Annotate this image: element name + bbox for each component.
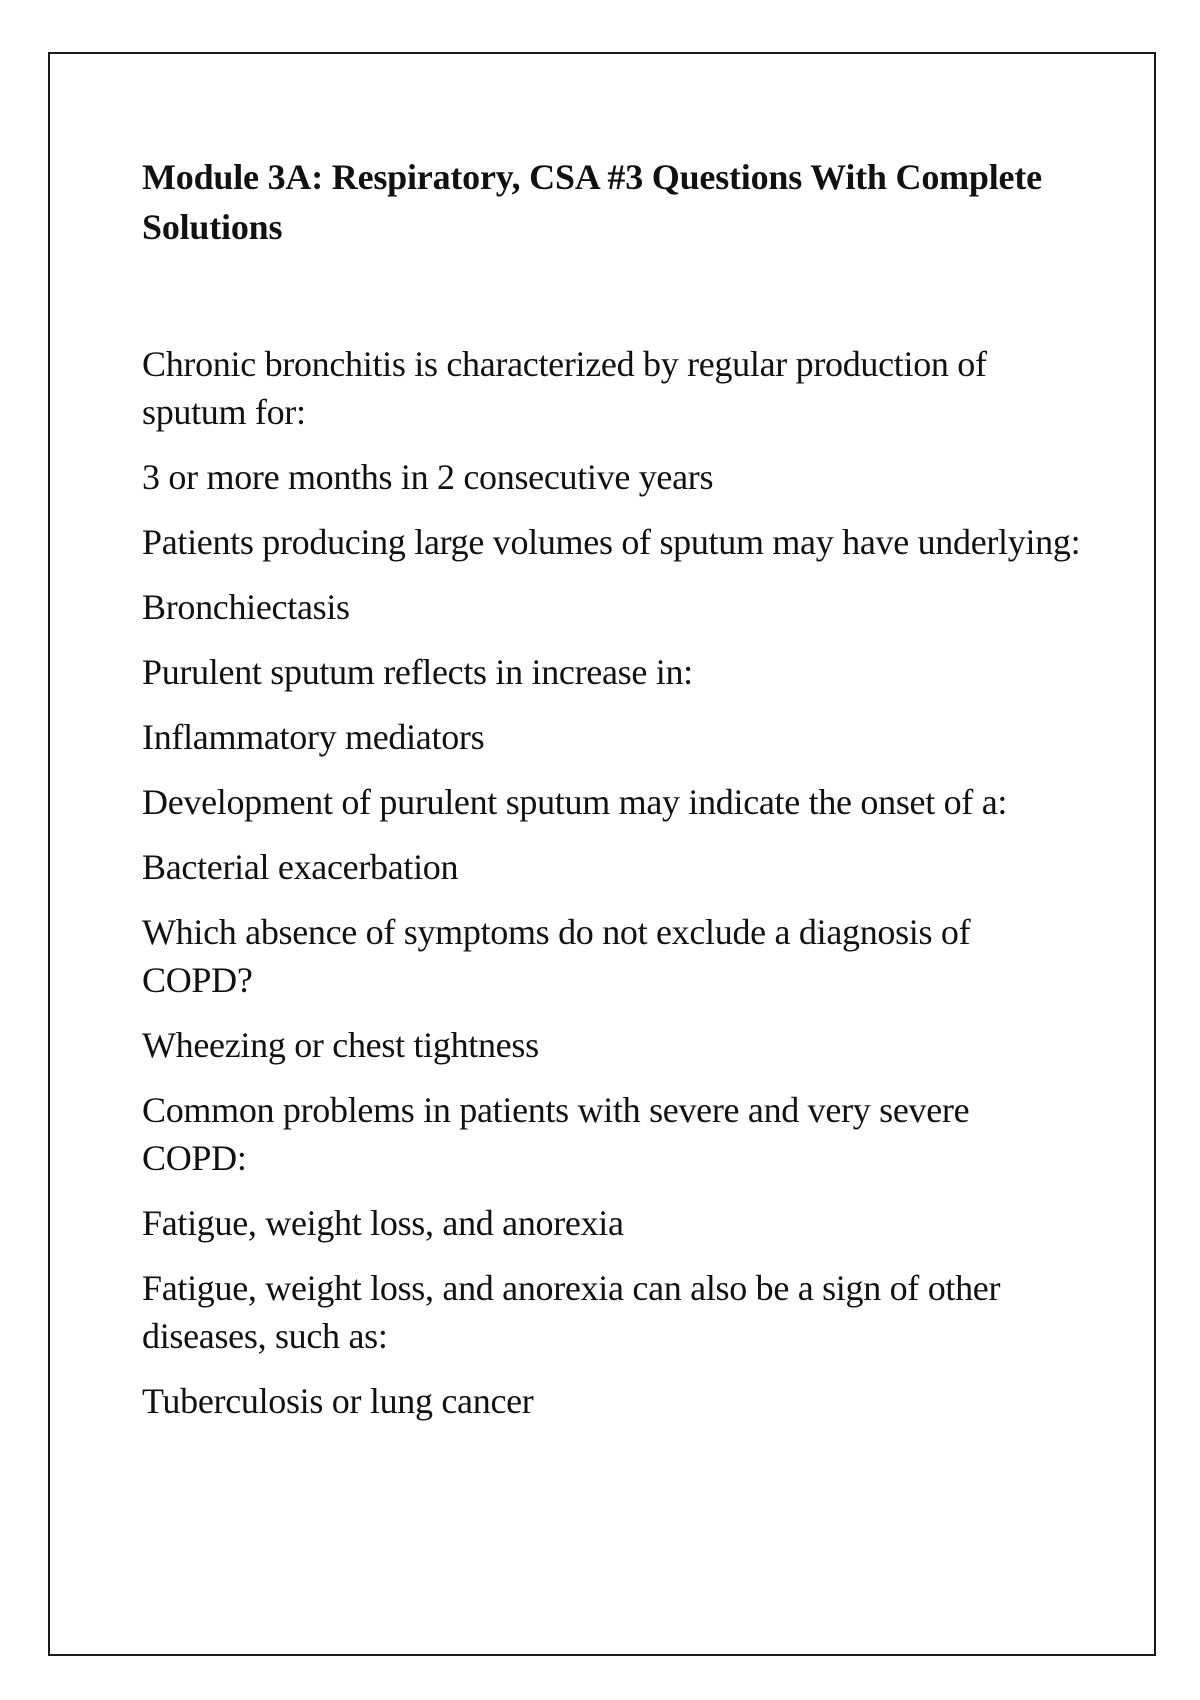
question-text: Which absence of symptoms do not exclude a diagnosis of COPD? xyxy=(142,912,971,1000)
answer-text: Wheezing or chest tightness xyxy=(142,1025,539,1065)
question-text: Fatigue, weight loss, and anorexia can also be a sign of other diseases, such as: xyxy=(142,1268,1001,1356)
answer-text: 3 or more months in 2 consecutive years xyxy=(142,457,714,497)
document-title: Module 3A: Respiratory, CSA #3 Questions With Complete Solutions xyxy=(142,157,1042,247)
answer-text: Inflammatory mediators xyxy=(142,717,485,757)
answer-text: Tuberculosis or lung cancer xyxy=(142,1381,534,1421)
question-text: Development of purulent sputum may indicate the onset of a: xyxy=(142,782,1008,822)
question-text: Purulent sputum reflects in increase in: xyxy=(142,652,693,692)
question-text: Chronic bronchitis is characterized by regular production of sputum for: xyxy=(142,344,987,432)
qa-list xyxy=(142,340,1082,1425)
answer-text: Bacterial exacerbation xyxy=(142,847,459,887)
question-text: Patients producing large volumes of sputum may have underlying: xyxy=(142,522,1081,562)
document-body xyxy=(142,152,1082,1442)
answer-text: Bronchiectasis xyxy=(142,587,350,627)
answer-text: Fatigue, weight loss, and anorexia xyxy=(142,1203,624,1243)
question-text: Common problems in patients with severe and very severe COPD: xyxy=(142,1090,970,1178)
